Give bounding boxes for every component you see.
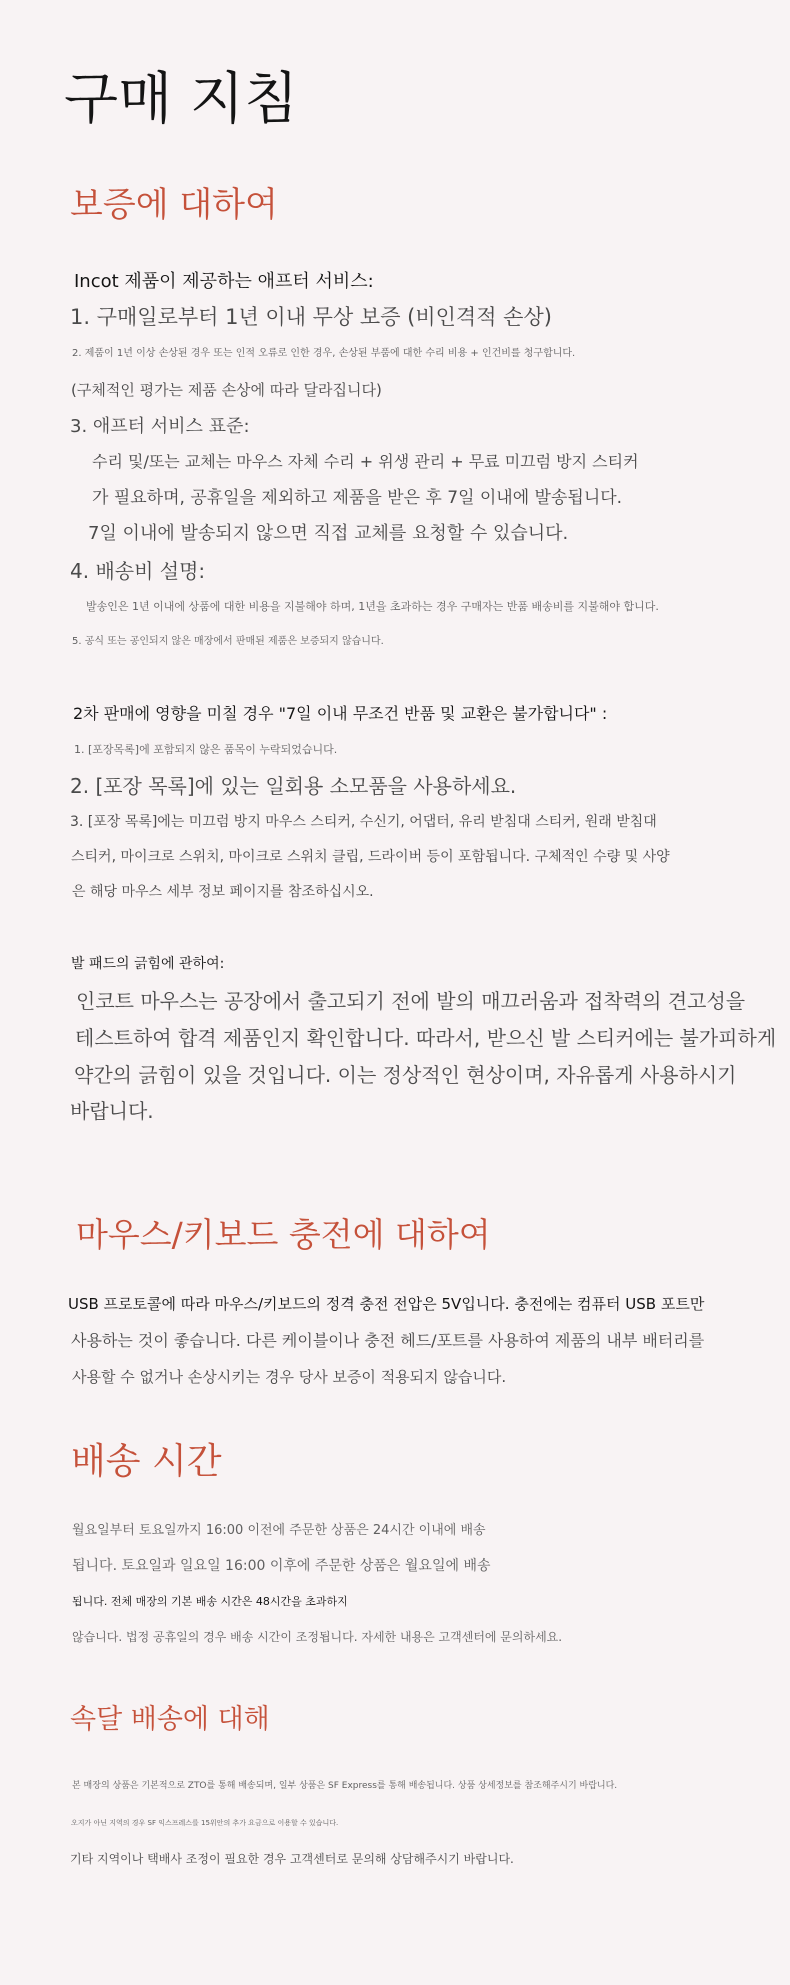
shipping-time-line-3: 됩니다. 전체 매장의 기본 배송 시간은 48시간을 초과하지 — [72, 1595, 348, 1608]
express-line-2: 오지가 아닌 지역의 경우 SF 익스프레스를 15위안의 추가 요금으로 이용할 수 있습니다. — [71, 1819, 339, 1827]
warranty-item-1: 1. 구매일로부터 1년 이내 무상 보증 (비인격적 손상) — [70, 305, 552, 329]
warranty-heading: 보증에 대하여 — [70, 185, 278, 225]
warranty-item-4-detail: 발송인은 1년 이내에 상품에 대한 비용을 지불해야 하며, 1년을 초과하는 경우 구매자는 반품 배송비를 지불해야 합니다. — [86, 600, 659, 613]
feet-line-3: 약간의 긁힘이 있을 것입니다. 이는 정상적인 현상이며, 자유롭게 사용하시기 — [74, 1063, 737, 1087]
feet-heading: 발 패드의 긁힘에 관하여: — [71, 956, 225, 972]
warranty-item-2: 2. 제품이 1년 이상 손상된 경우 또는 인적 오류로 인한 경우, 손상된 부품에 대한 수리 비용 + 인건비를 청구합니다. — [72, 348, 576, 359]
express-line-1: 본 매장의 상품은 기본적으로 ZTO를 통해 배송되며, 일부 상품은 SF Express를 통해 배송됩니다. 상품 상세정보를 참조해주시기 바랍니다. — [72, 1781, 618, 1791]
shipping-time-line-1: 월요일부터 토요일까지 16:00 이전에 주문한 상품은 24시간 이내에 배송 — [72, 1523, 486, 1538]
warranty-intro: Incot 제품이 제공하는 애프터 서비스: — [74, 271, 374, 292]
page-title: 구매 지침 — [64, 67, 299, 132]
feet-line-1: 인코트 마우스는 공장에서 출고되기 전에 발의 매끄러움과 접착력의 견고성을 — [76, 989, 746, 1013]
warranty-item-3-line-3: 7일 이내에 발송되지 않으면 직접 교체를 요청할 수 있습니다. — [88, 523, 569, 544]
charging-line-3: 사용할 수 없거나 손상시키는 경우 당사 보증이 적용되지 않습니다. — [72, 1368, 507, 1386]
warranty-item-5: 5. 공식 또는 공인되지 않은 매장에서 판매된 제품은 보증되지 않습니다. — [72, 636, 384, 647]
charging-line-1: USB 프로토콜에 따라 마우스/키보드의 정격 충전 전압은 5V입니다. 충전에는 컴퓨터 USB 포트만 — [68, 1295, 705, 1313]
resale-item-3-line-1: 3. [포장 목록]에는 미끄럼 방지 마우스 스티커, 수신기, 어댑터, 유리 받침대 스티커, 원래 받침대 — [70, 814, 657, 830]
resale-item-3-line-3: 은 해당 마우스 세부 정보 페이지를 참조하십시오. — [72, 884, 374, 900]
warranty-item-2-note: (구체적인 평가는 제품 손상에 따라 달라집니다) — [71, 381, 382, 399]
resale-item-2: 2. [포장 목록]에 있는 일회용 소모품을 사용하세요. — [70, 774, 517, 798]
charging-line-2: 사용하는 것이 좋습니다. 다른 케이블이나 충전 헤드/포트를 사용하여 제품의 내부 배터리를 — [71, 1331, 705, 1350]
shipping-time-line-2: 됩니다. 토요일과 일요일 16:00 이후에 주문한 상품은 월요일에 배송 — [72, 1558, 491, 1574]
express-line-3: 기타 지역이나 택배사 조정이 필요한 경우 고객센터로 문의해 상담해주시기 바랍니다. — [70, 1852, 514, 1866]
warranty-item-4: 4. 배송비 설명: — [70, 559, 206, 583]
warranty-item-3: 3. 애프터 서비스 표준: — [70, 416, 250, 437]
shipping-time-heading: 배송 시간 — [71, 1441, 222, 1482]
warranty-item-3-line-2: 가 필요하며, 공휴일을 제외하고 제품을 받은 후 7일 이내에 발송됩니다. — [92, 488, 623, 508]
shipping-time-line-4: 않습니다. 법정 공휴일의 경우 배송 시간이 조정됩니다. 자세한 내용은 고객센터에 문의하세요. — [72, 1630, 563, 1644]
resale-heading: 2차 판매에 영향을 미칠 경우 "7일 이내 무조건 반품 및 교환은 불가합니다" : — [73, 704, 608, 723]
express-heading: 속달 배송에 대해 — [70, 1704, 270, 1735]
resale-item-1: 1. [포장목록]에 포함되지 않은 품목이 누락되었습니다. — [74, 743, 338, 756]
warranty-item-3-line-1: 수리 및/또는 교체는 마우스 자체 수리 + 위생 관리 + 무료 미끄럼 방지 스티커 — [92, 452, 639, 471]
feet-line-4: 바랍니다. — [70, 1099, 154, 1123]
resale-item-3-line-2: 스티커, 마이크로 스위치, 마이크로 스위치 클립, 드라이버 등이 포함됩니다. 구체적인 수량 및 사양 — [71, 849, 670, 865]
charging-heading: 마우스/키보드 충전에 대하여 — [76, 1215, 491, 1254]
feet-line-2: 테스트하여 합격 제품인지 확인합니다. 따라서, 받으신 발 스티커에는 불가피하게 — [75, 1026, 777, 1050]
